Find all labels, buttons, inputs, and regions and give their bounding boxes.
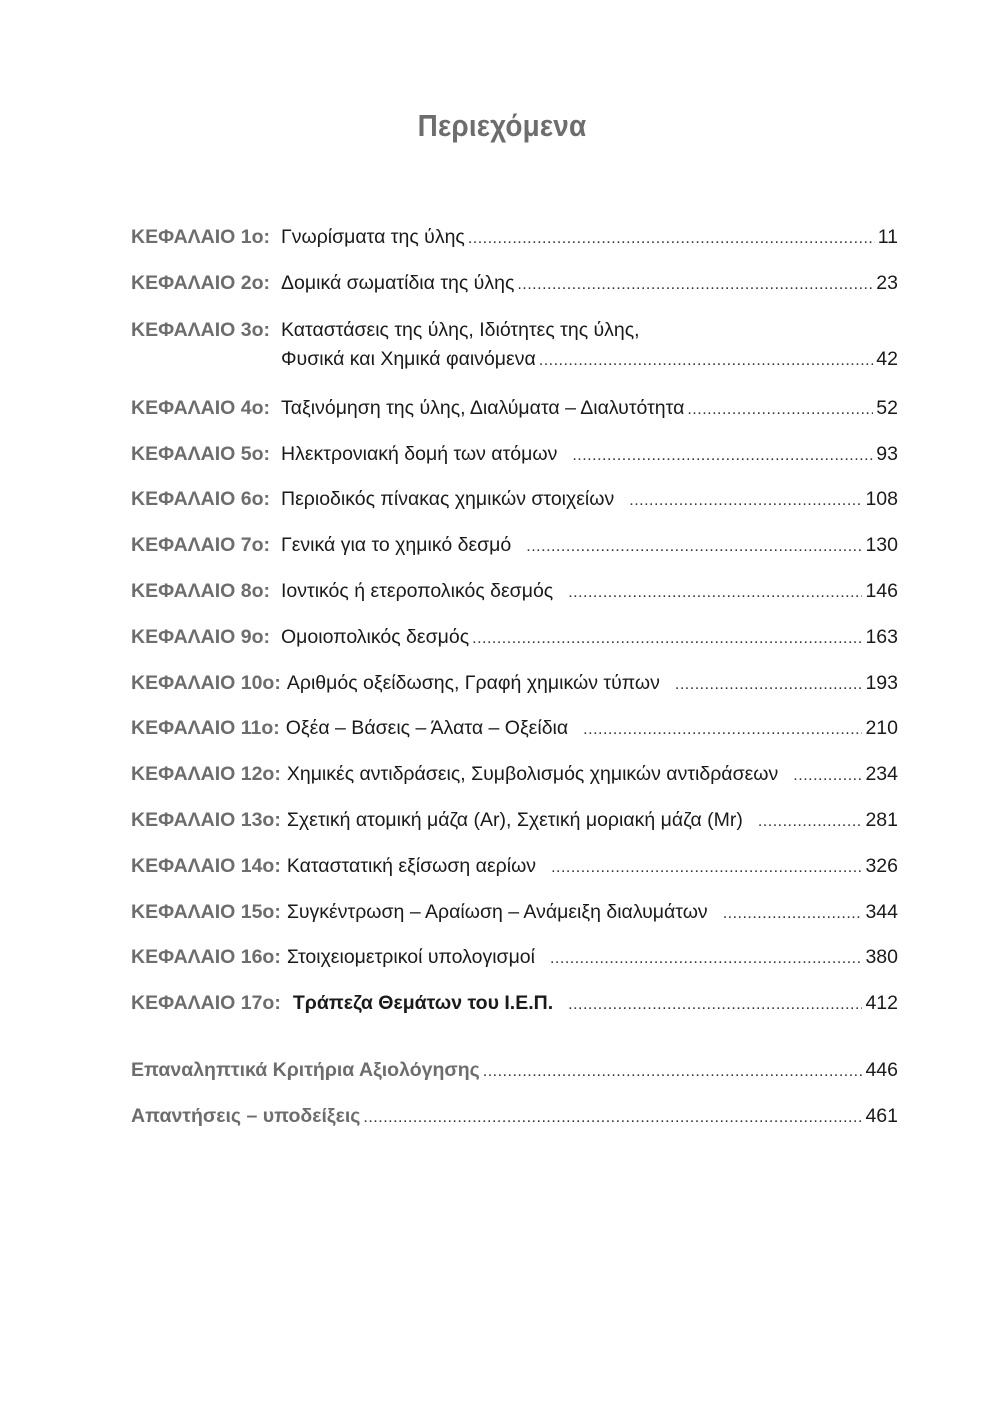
page-number: 234 [865, 763, 898, 785]
page-number: 52 [876, 397, 898, 419]
toc-entry-chapter-7[interactable] [131, 532, 898, 558]
toc-entry-chapter-9[interactable] [131, 624, 898, 650]
toc-entry-chapter-2[interactable] [131, 270, 898, 296]
toc-entry-answers[interactable] [131, 1103, 898, 1129]
chapter-title: Ταξινόμηση της ύλης, Διαλύματα – Διαλυτότητα [281, 397, 685, 419]
chapter-title: Συγκέντρωση – Αραίωση – Ανάμειξη διαλυμάτων [286, 901, 708, 923]
chapter-label: ΚΕΦΑΛΑΙΟ 8ο: [131, 580, 270, 602]
chapter-label: ΚΕΦΑΛΑΙΟ 17ο: [131, 992, 281, 1014]
dot-leader [483, 1057, 863, 1085]
chapter-title: Ηλεκτρονιακή δομή των ατόμων [281, 443, 558, 465]
chapter-label: ΚΕΦΑΛΑΙΟ 1ο: [131, 226, 270, 248]
dot-leader [687, 395, 873, 423]
chapter-label: ΚΕΦΑΛΑΙΟ 16ο: [131, 946, 281, 968]
chapter-title: Γνωρίσματα της ύλης [281, 226, 465, 248]
page-number: 461 [865, 1105, 898, 1127]
page-number: 412 [865, 992, 898, 1014]
toc-entry-chapter-15[interactable] [131, 899, 898, 925]
chapter-title: Τράπεζα Θεμάτων του Ι.Ε.Π. [292, 992, 554, 1014]
chapter-label: ΚΕΦΑΛΑΙΟ 6ο: [131, 488, 270, 510]
toc-entry-chapter-16[interactable] [131, 944, 898, 970]
dot-leader [551, 853, 862, 881]
chapter-title: Δομικά σωματίδια της ύλης [281, 272, 515, 294]
page-number: 380 [865, 946, 898, 968]
dot-leader [468, 224, 875, 252]
page-number: 108 [865, 488, 898, 510]
chapter-label: ΚΕΦΑΛΑΙΟ 3ο: [131, 319, 270, 341]
toc-entry-chapter-13[interactable] [131, 807, 898, 833]
dot-leader [568, 578, 862, 606]
toc-entry-chapter-4[interactable] [131, 395, 898, 421]
chapter-title: Περιοδικός πίνακας χημικών στοιχείων [281, 488, 615, 510]
chapter-label: ΚΕΦΑΛΑΙΟ 12ο: [131, 763, 281, 785]
page-number: 23 [876, 272, 898, 294]
dot-leader [793, 761, 862, 789]
dot-leader [675, 670, 863, 698]
toc-entry-chapter-12[interactable] [131, 761, 898, 787]
chapter-label: ΚΕΦΑΛΑΙΟ 7ο: [131, 534, 270, 556]
dot-leader [723, 899, 863, 927]
page-number: 193 [865, 672, 898, 694]
page-number: 11 [877, 226, 898, 248]
toc-entry-chapter-3[interactable] [131, 317, 898, 372]
chapter-title: Σχετική ατομική μάζα (Ar), Σχετική μοριακή μάζα (Mr) [286, 809, 743, 831]
page-number: 446 [865, 1059, 898, 1081]
chapter-title-continued: Φυσικά και Χημικά φαινόμενα [281, 348, 536, 370]
page-title: Περιεχόμενα [417, 108, 587, 143]
toc-entry-chapter-17[interactable] [131, 990, 898, 1016]
chapter-label: ΚΕΦΑΛΑΙΟ 9ο: [131, 626, 270, 648]
toc-entry-chapter-6[interactable] [131, 486, 898, 512]
chapter-title: Αριθμός οξείδωσης, Γραφή χημικών τύπων [286, 672, 660, 694]
chapter-title: Στοιχειομετρικοί υπολογισμοί [286, 946, 535, 968]
toc-entry-chapter-10[interactable] [131, 670, 898, 696]
chapter-label: ΚΕΦΑΛΑΙΟ 10ο: [131, 672, 281, 694]
dot-leader [526, 532, 862, 560]
chapter-title: Γενικά για το χημικό δεσμό [281, 534, 512, 556]
toc-entry-chapter-11[interactable] [131, 715, 898, 741]
dot-leader [539, 346, 874, 374]
chapter-label: ΚΕΦΑΛΑΙΟ 14ο: [131, 855, 281, 877]
page-number: 163 [865, 626, 898, 648]
dot-leader [583, 715, 862, 743]
page-number: 281 [865, 809, 898, 831]
page-number: 42 [876, 348, 898, 370]
dot-leader [758, 807, 863, 835]
chapter-label: ΚΕΦΑΛΑΙΟ 2ο: [131, 272, 270, 294]
page-number: 210 [865, 717, 898, 739]
dot-leader [550, 944, 862, 972]
page-number: 326 [865, 855, 898, 877]
dot-leader [629, 486, 862, 514]
dot-leader [363, 1103, 862, 1131]
toc-entry-chapter-1[interactable] [131, 224, 898, 250]
chapter-title: Καταστατική εξίσωση αερίων [286, 855, 537, 877]
chapter-title: Ιοντικός ή ετεροπολικός δεσμός [281, 580, 554, 602]
toc-entry-chapter-8[interactable] [131, 578, 898, 604]
toc-entry-chapter-14[interactable] [131, 853, 898, 879]
page-number: 146 [865, 580, 898, 602]
chapter-label: ΚΕΦΑΛΑΙΟ 15ο: [131, 901, 281, 923]
chapter-title: Χημικές αντιδράσεις, Συμβολισμός χημικών αντιδράσεων [286, 763, 779, 785]
chapter-label: ΚΕΦΑΛΑΙΟ 4ο: [131, 397, 270, 419]
chapter-label: ΚΕΦΑΛΑΙΟ 11ο: [131, 717, 280, 739]
toc-entry-chapter-5[interactable] [131, 441, 898, 467]
page-number: 93 [876, 443, 898, 465]
chapter-title: Ομοιοπολικός δεσμός [281, 626, 470, 648]
dot-leader [572, 441, 873, 469]
chapter-label: ΚΕΦΑΛΑΙΟ 13ο: [131, 809, 281, 831]
section-title: Απαντήσεις – υποδείξεις [131, 1105, 361, 1127]
dot-leader [568, 990, 862, 1018]
page-number: 344 [865, 901, 898, 923]
dot-leader [517, 270, 873, 298]
page-number: 130 [865, 534, 898, 556]
chapter-label: ΚΕΦΑΛΑΙΟ 5ο: [131, 443, 270, 465]
chapter-title: Οξέα – Βάσεις – Άλατα – Οξείδια [285, 717, 569, 739]
chapter-title: Καταστάσεις της ύλης, Ιδιότητες της ύλης, [281, 319, 640, 341]
section-title: Επαναληπτικά Κριτήρια Αξιολόγησης [131, 1059, 480, 1081]
dot-leader [472, 624, 862, 652]
toc-entry-revision-criteria[interactable] [131, 1057, 898, 1083]
